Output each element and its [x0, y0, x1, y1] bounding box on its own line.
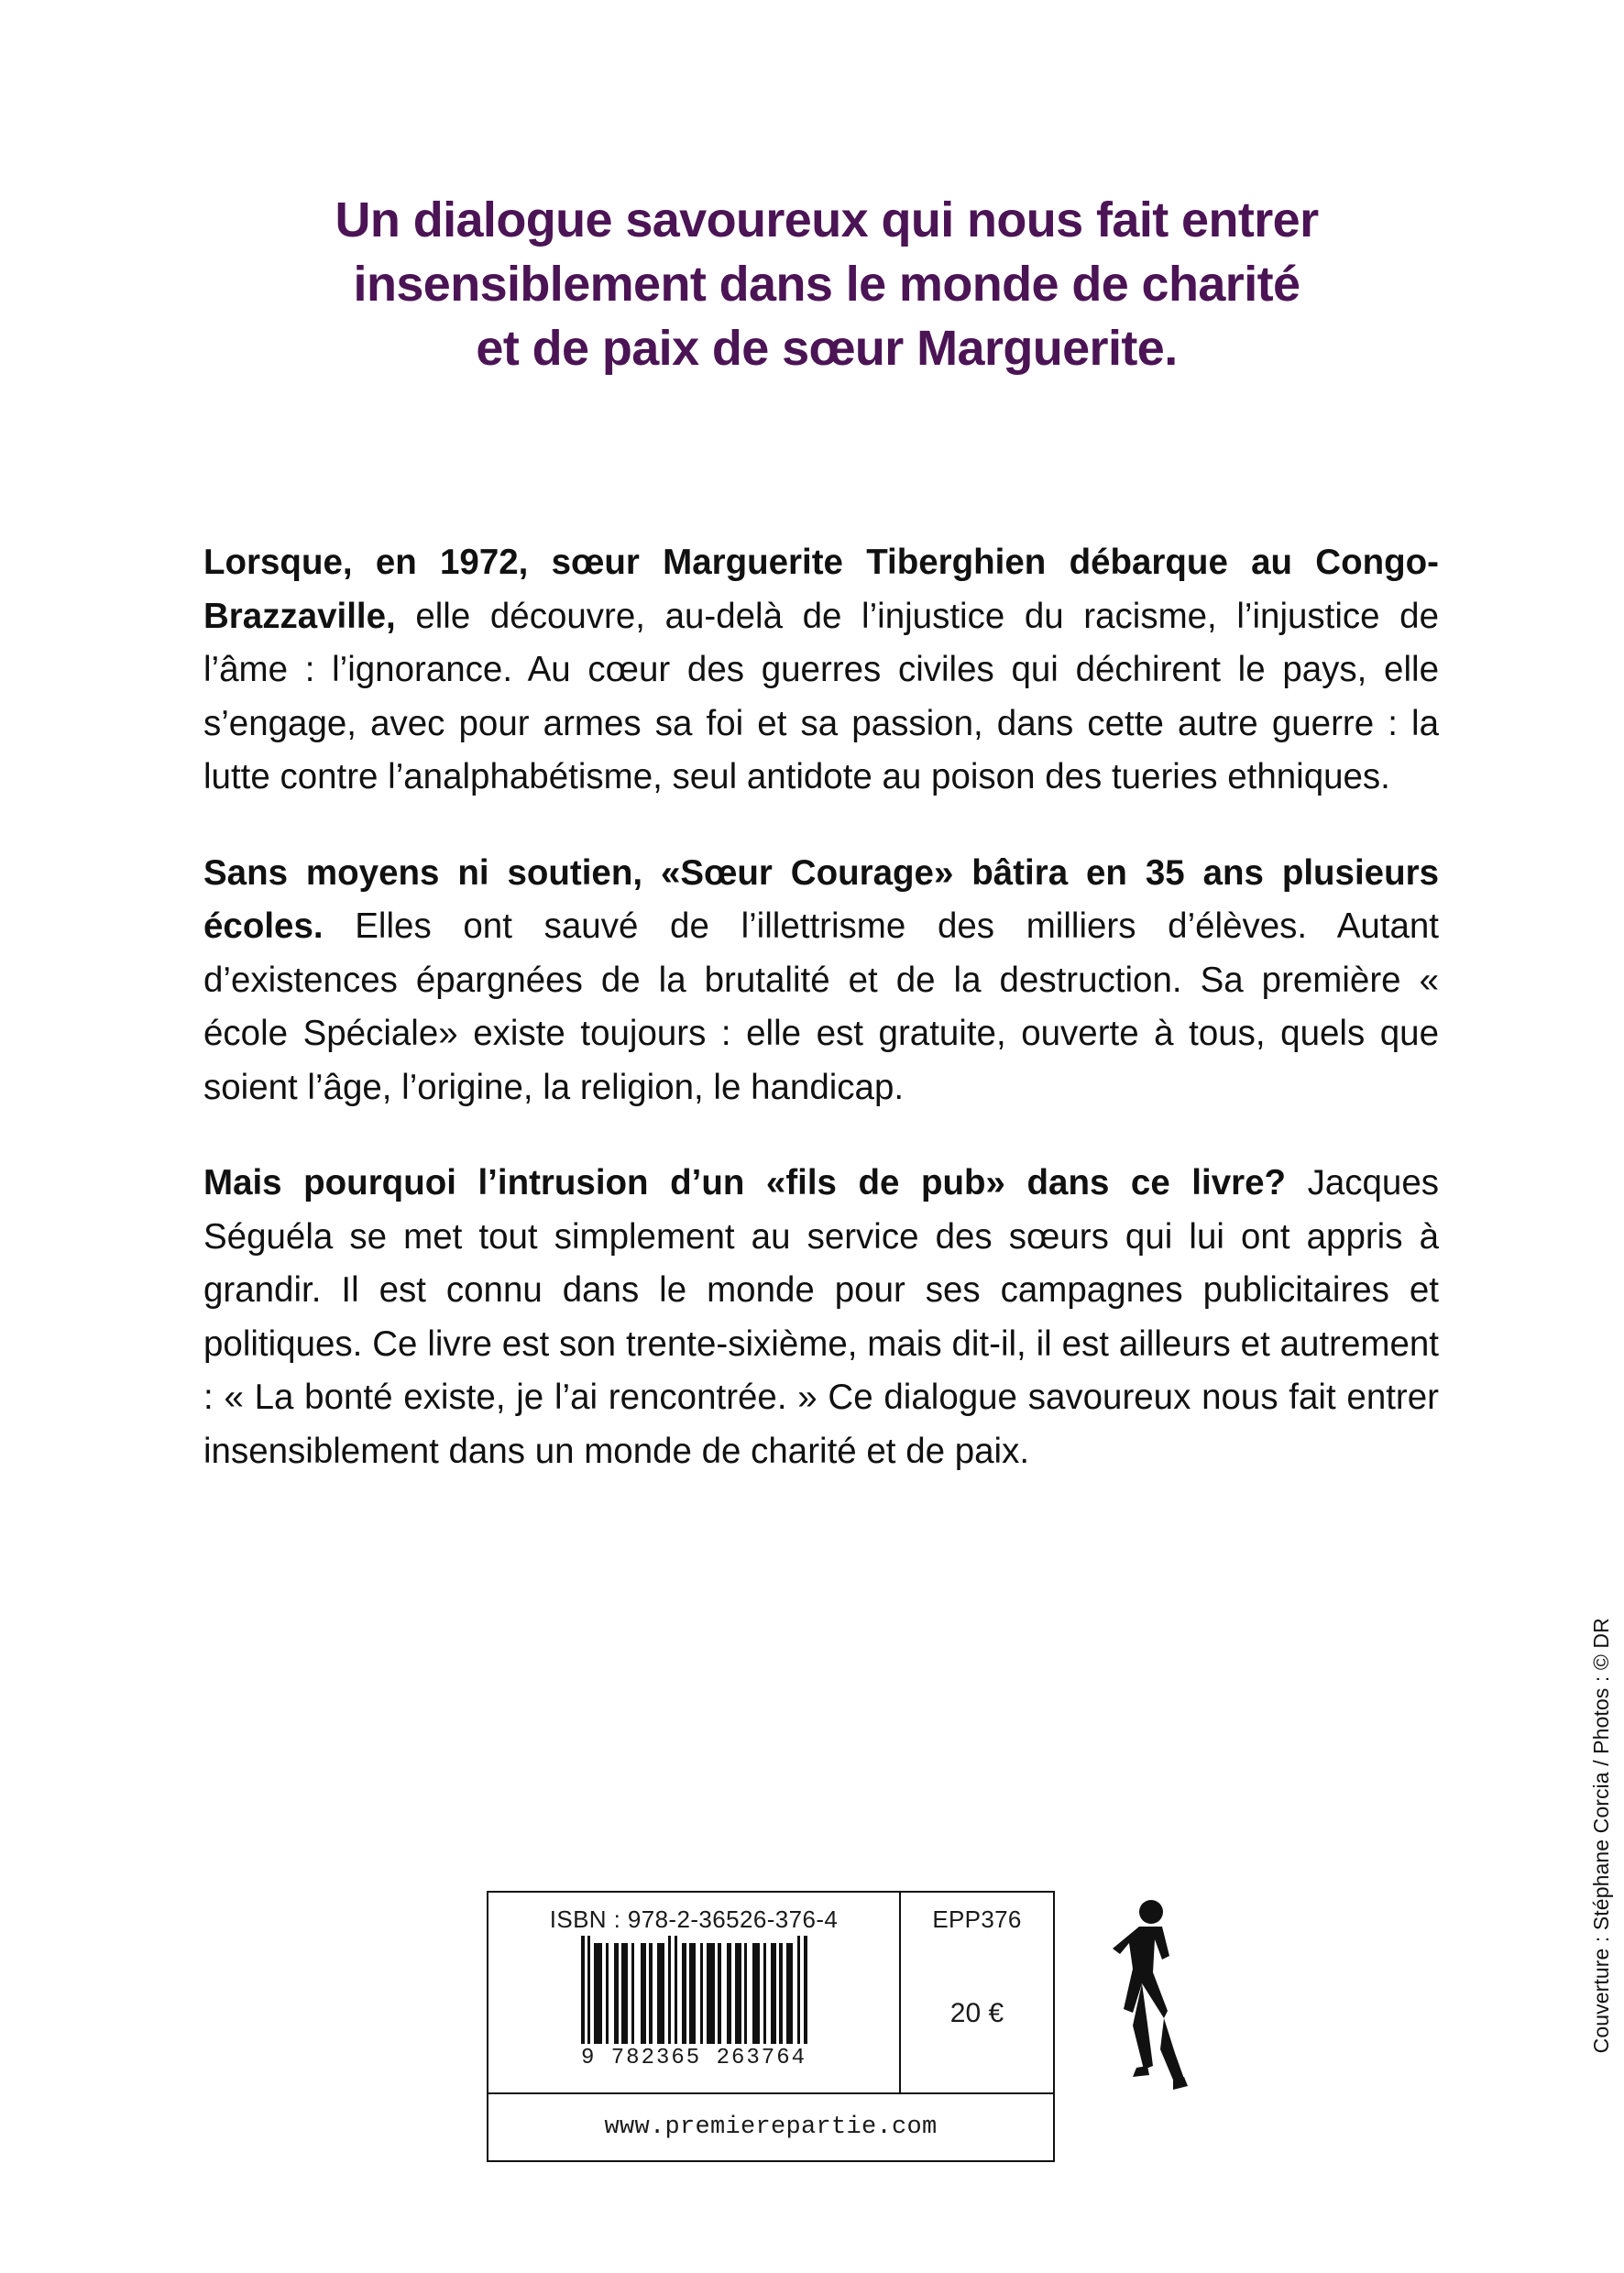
isbn-left-cell [488, 1893, 901, 2092]
blurb-paragraph-2-lead: Sans moyens ni soutien, «Sœur Courage» bâtira en 35 ans plusieurs écoles. [203, 852, 1439, 947]
isbn-bottom-row [488, 2092, 1053, 2160]
blurb-paragraph-3-rest: Jacques Séguéla se met tout simplement au service des sœurs qui lui ont appris à grandir. Il est connu dans le monde pour ses campagnes publicitaires et politiques. Ce livre est son trente-sixième, mais dit-il, il est ailleurs et autrement : « La bonté existe, je l’ai rencontrée. » Ce dialogue savoureux nous fait entrer insensiblement dans un monde de charité et de paix. [203, 1163, 1439, 1471]
blurb-paragraph-3-lead: Mais pourquoi l’intrusion d’un «fils de pub» dans ce livre? [203, 1163, 1287, 1203]
barcode-icon [581, 1943, 807, 2044]
headline-line-2: insensiblement dans le monde de charité [353, 257, 1300, 313]
headline-line-3: et de paix de sœur Marguerite. [476, 321, 1178, 377]
cover-credit: Couverture : Stéphane Corcia / Photos : © DR [1589, 1618, 1613, 2054]
isbn-barcode-block [487, 1891, 1055, 2162]
isbn-top-row [488, 1893, 1053, 2092]
publisher-website[interactable]: www.premierepartie.com [604, 2114, 938, 2141]
isbn-label: ISBN : 978-2-36526-376-4 [549, 1905, 839, 1933]
blurb-paragraph-2 [203, 847, 1439, 1115]
blurb-paragraph-1-lead: Lorsque, en 1972, sœur Marguerite Tiberghien débarque au Congo-Brazzaville, [203, 543, 1439, 636]
blurb-paragraph-1-rest: elle découvre, au-delà de l’injustice du racisme, l’injustice de l’âme : l’ignorance. Au cœur des guerres civiles qui déchirent le pays, elle s’engage, avec pour armes sa foi et sa passion, dans cette autre guerre : la lutte contre l’analphabétisme, seul antidote au poison des tueries ethniques. [203, 596, 1439, 797]
page-title [203, 188, 1450, 381]
blurb-paragraph-2-rest: Elles ont sauvé de l’illettrisme des milliers d’élèves. Autant d’existences épargnées de la brutalité et de la destruction. Sa première « école Spéciale» existe toujours : elle est gratuite, ouverte à tous, quels que soient l’âge, l’origine, la religion, le handicap. [203, 906, 1439, 1107]
walking-man-logo [1096, 1895, 1197, 2097]
headline-line-1: Un dialogue savoureux qui nous fait entrer [335, 192, 1319, 247]
blurb-text [203, 536, 1439, 1478]
price-label: 20 € [949, 1998, 1004, 2028]
epp-code: EPP376 [932, 1905, 1022, 1933]
barcode-digits: 9 782365 263764 [580, 2046, 807, 2070]
isbn-right-cell [901, 1893, 1053, 2092]
blurb-paragraph-1 [203, 536, 1439, 805]
blurb-paragraph-3 [203, 1157, 1439, 1478]
